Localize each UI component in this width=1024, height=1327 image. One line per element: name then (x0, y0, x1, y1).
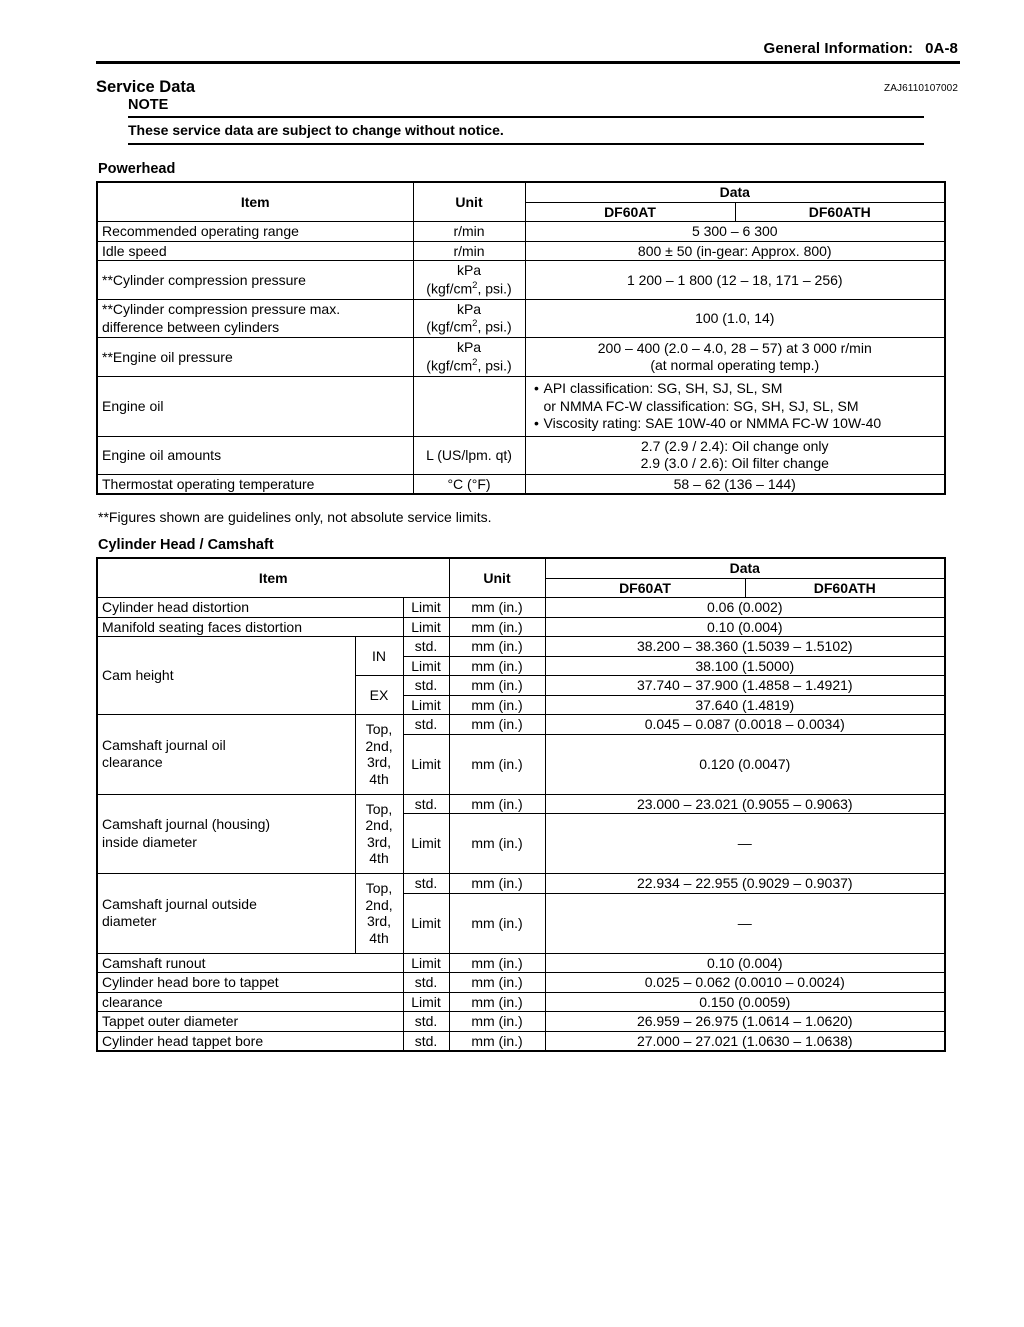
row-item-label (97, 874, 355, 954)
col-header-model-df60ath: DF60ATH (735, 202, 945, 222)
table-row (97, 637, 945, 657)
row-item-label (97, 299, 413, 338)
row-unit: r/min (413, 241, 525, 261)
bullet-item (530, 380, 941, 415)
row-value: 27.000 – 27.021 (1.0630 – 1.0638) (545, 1031, 945, 1051)
cylinder-head-camshaft-caption: Cylinder Head / Camshaft (98, 537, 274, 554)
note-bottom-rule (128, 143, 924, 145)
row-value: 100 (1.0, 14) (525, 299, 945, 338)
row-unit-line2: ($kgf/cm^2$, psi.) (426, 356, 512, 374)
row-unit (413, 261, 525, 300)
col-header-model-df60ath: DF60ATH (745, 578, 945, 598)
row-item-label (97, 794, 355, 874)
row-unit: mm (in.) (449, 1012, 545, 1032)
row-position-label: IN (355, 637, 403, 676)
row-value: 23.000 – 23.021 (0.9055 – 0.9063) (545, 794, 945, 814)
row-item-label: Cam height (97, 637, 355, 715)
row-unit-line1: kPa (456, 339, 482, 356)
row-value: 26.959 – 26.975 (1.0614 – 1.0620) (545, 1012, 945, 1032)
table-row (97, 377, 945, 437)
table-row (97, 299, 945, 338)
row-item-line2: clearance (102, 754, 163, 771)
row-value (525, 436, 945, 474)
row-item-line1: Camshaft journal outside (102, 895, 257, 912)
bullet-dot-icon: • (534, 380, 539, 397)
table-row (97, 474, 945, 494)
journal-pos-line3: 3rd, (366, 833, 392, 850)
row-value: — (545, 814, 945, 874)
journal-pos-line4: 4th (369, 929, 389, 946)
row-value: 37.640 (1.4819) (545, 695, 945, 715)
row-item-line2: diameter (102, 913, 157, 930)
journal-pos-line1: Top, (365, 800, 393, 817)
bullet-dot-icon: • (534, 415, 539, 432)
row-value: 1 200 – 1 800 (12 – 18, 171 – 256) (525, 261, 945, 300)
row-spec-type: std. (403, 676, 449, 696)
row-unit: mm (in.) (449, 676, 545, 696)
row-unit (413, 299, 525, 338)
row-unit: mm (in.) (449, 814, 545, 874)
row-spec-type: Limit (403, 992, 449, 1012)
row-value: 0.10 (0.004) (545, 617, 945, 637)
row-item-label: Cylinder head tappet bore (97, 1031, 403, 1051)
row-value (525, 338, 945, 377)
row-spec-type: std. (403, 1012, 449, 1032)
row-unit: mm (in.) (449, 695, 545, 715)
row-spec-type: std. (403, 794, 449, 814)
bullet-item (530, 415, 941, 433)
row-position-label (355, 794, 403, 874)
row-value: 22.934 – 22.955 (0.9029 – 0.9037) (545, 874, 945, 894)
table-row (97, 222, 945, 242)
bullet-line1: API classification: SG, SH, SJ, SL, SM (543, 380, 783, 397)
table-header-row (97, 182, 945, 202)
row-position-label (355, 715, 403, 795)
row-item-label: Camshaft runout (97, 953, 403, 973)
row-unit (413, 338, 525, 377)
row-spec-type: std. (403, 1031, 449, 1051)
table-header-row (97, 558, 945, 578)
row-spec-type: std. (403, 637, 449, 657)
row-spec-type: Limit (403, 656, 449, 676)
reference-code: ZAJ6110107002 (884, 83, 958, 94)
powerhead-caption: Powerhead (98, 161, 176, 177)
row-value: 37.740 – 37.900 (1.4858 – 1.4921) (545, 676, 945, 696)
col-header-unit: Unit (413, 182, 525, 222)
row-unit: mm (in.) (449, 656, 545, 676)
row-item-label: **Cylinder compression pressure (97, 261, 413, 300)
row-item-label: Recommended operating range (97, 222, 413, 242)
row-unit: mm (in.) (449, 973, 545, 993)
row-spec-type: Limit (403, 814, 449, 874)
col-header-unit: Unit (449, 558, 545, 598)
table-row (97, 338, 945, 377)
row-unit: mm (in.) (449, 637, 545, 657)
table-row (97, 973, 945, 993)
col-header-data: Data (525, 182, 945, 202)
row-spec-type: Limit (403, 695, 449, 715)
row-value-line1: 2.7 (2.9 / 2.4): Oil change only (640, 437, 829, 454)
row-value: 0.06 (0.002) (545, 598, 945, 618)
row-item-label-continued: clearance (97, 992, 403, 1012)
row-value: 0.025 – 0.062 (0.0010 – 0.0024) (545, 973, 945, 993)
header-page-number: 0A-8 (925, 40, 958, 57)
powerhead-footnote: **Figures shown are guidelines only, not absolute service limits. (98, 509, 492, 526)
row-item-label: Cylinder head bore to tappet (97, 973, 403, 993)
row-unit: mm (in.) (449, 1031, 545, 1051)
row-position-label: EX (355, 676, 403, 715)
row-item-label: Idle speed (97, 241, 413, 261)
journal-pos-line3: 3rd, (366, 913, 392, 930)
col-header-data: Data (545, 558, 945, 578)
row-spec-type: Limit (403, 953, 449, 973)
row-item-line1: **Cylinder compression pressure max. (102, 301, 341, 318)
row-spec-type: Limit (403, 598, 449, 618)
row-value-line2: 2.9 (3.0 / 2.6): Oil filter change (640, 455, 829, 472)
row-value: 38.200 – 38.360 (1.5039 – 1.5102) (545, 637, 945, 657)
bullet-line2: or NMMA FC-W classification: SG, SH, SJ, SL, SM (543, 397, 859, 414)
row-item-line2: difference between cylinders (102, 318, 280, 335)
row-value: 0.120 (0.0047) (545, 734, 945, 794)
row-value: 58 – 62 (136 – 144) (525, 474, 945, 494)
row-value: 5 300 – 6 300 (525, 222, 945, 242)
row-item-label (97, 715, 355, 795)
table-row (97, 241, 945, 261)
col-header-item: Item (97, 558, 449, 598)
note-label: NOTE (128, 97, 169, 113)
row-spec-type: Limit (403, 734, 449, 794)
row-item-label: **Engine oil pressure (97, 338, 413, 377)
table-row (97, 953, 945, 973)
row-item-line2: inside diameter (102, 833, 197, 850)
note-block (128, 97, 924, 145)
row-spec-type: std. (403, 973, 449, 993)
cylinder-head-camshaft-table (96, 557, 946, 1052)
row-unit (413, 377, 525, 437)
journal-pos-line2: 2nd, (365, 817, 393, 834)
bullet-line1: Viscosity rating: SAE 10W-40 or NMMA FC-W 10W-40 (543, 415, 882, 432)
row-item-label: Engine oil amounts (97, 436, 413, 474)
row-unit: r/min (413, 222, 525, 242)
row-item-label: Manifold seating faces distortion (97, 617, 403, 637)
table-row (97, 598, 945, 618)
col-header-model-df60at: DF60AT (525, 202, 735, 222)
row-spec-type: std. (403, 715, 449, 735)
row-value: 0.10 (0.004) (545, 953, 945, 973)
row-item-label: Cylinder head distortion (97, 598, 403, 618)
row-unit: mm (in.) (449, 794, 545, 814)
row-value: 0.045 – 0.087 (0.0018 – 0.0034) (545, 715, 945, 735)
row-unit-line2: ($kgf/cm^2$, psi.) (426, 318, 512, 335)
row-item-label: Engine oil (97, 377, 413, 437)
table-row (97, 1012, 945, 1032)
row-unit: mm (in.) (449, 874, 545, 894)
row-item-label: Thermostat operating temperature (97, 474, 413, 494)
row-spec-type: Limit (403, 617, 449, 637)
row-value-line1: 200 – 400 (2.0 – 4.0, 28 – 57) at 3 000 r/min (597, 339, 872, 356)
row-unit-line1: kPa (456, 262, 482, 279)
row-unit: mm (in.) (449, 992, 545, 1012)
page-title: Service Data (96, 78, 196, 96)
journal-pos-line1: Top, (365, 880, 393, 897)
row-unit: mm (in.) (449, 953, 545, 973)
row-position-label (355, 874, 403, 954)
table-row (97, 794, 945, 814)
row-item-line1: Camshaft journal oil (102, 736, 226, 753)
col-header-item: Item (97, 182, 413, 222)
journal-pos-line1: Top, (365, 721, 393, 738)
table-row (97, 617, 945, 637)
row-unit: mm (in.) (449, 893, 545, 953)
journal-pos-line4: 4th (369, 770, 389, 787)
row-unit: mm (in.) (449, 734, 545, 794)
row-value: 0.150 (0.0059) (545, 992, 945, 1012)
table-row (97, 1031, 945, 1051)
table-row (97, 715, 945, 735)
table-row (97, 261, 945, 300)
row-unit-line2: ($kgf/cm^2$, psi.) (426, 279, 512, 297)
journal-pos-line4: 4th (369, 850, 389, 867)
row-value: 38.100 (1.5000) (545, 656, 945, 676)
row-item-label: Tappet outer diameter (97, 1012, 403, 1032)
row-unit: mm (in.) (449, 598, 545, 618)
row-spec-type: std. (403, 874, 449, 894)
journal-pos-line2: 2nd, (365, 737, 393, 754)
header-divider (96, 61, 960, 64)
running-header (96, 40, 960, 57)
row-spec-type: Limit (403, 893, 449, 953)
row-value: 800 ± 50 (in-gear: Approx. 800) (525, 241, 945, 261)
row-unit: L (US/lpm. qt) (413, 436, 525, 474)
row-value (525, 377, 945, 437)
journal-pos-line2: 2nd, (365, 896, 393, 913)
powerhead-table (96, 181, 946, 495)
table-row (97, 992, 945, 1012)
row-unit: °C (°F) (413, 474, 525, 494)
row-unit-line1: kPa (456, 300, 482, 317)
row-value: — (545, 893, 945, 953)
col-header-model-df60at: DF60AT (545, 578, 745, 598)
row-item-line1: Camshaft journal (housing) (102, 816, 271, 833)
header-section-title: General Information: (763, 40, 914, 57)
note-text: These service data are subject to change without notice. (128, 122, 504, 138)
table-row (97, 436, 945, 474)
row-unit: mm (in.) (449, 617, 545, 637)
journal-pos-line3: 3rd, (366, 754, 392, 771)
row-unit: mm (in.) (449, 715, 545, 735)
row-value-line2: (at normal operating temp.) (650, 357, 820, 374)
table-row (97, 874, 945, 894)
